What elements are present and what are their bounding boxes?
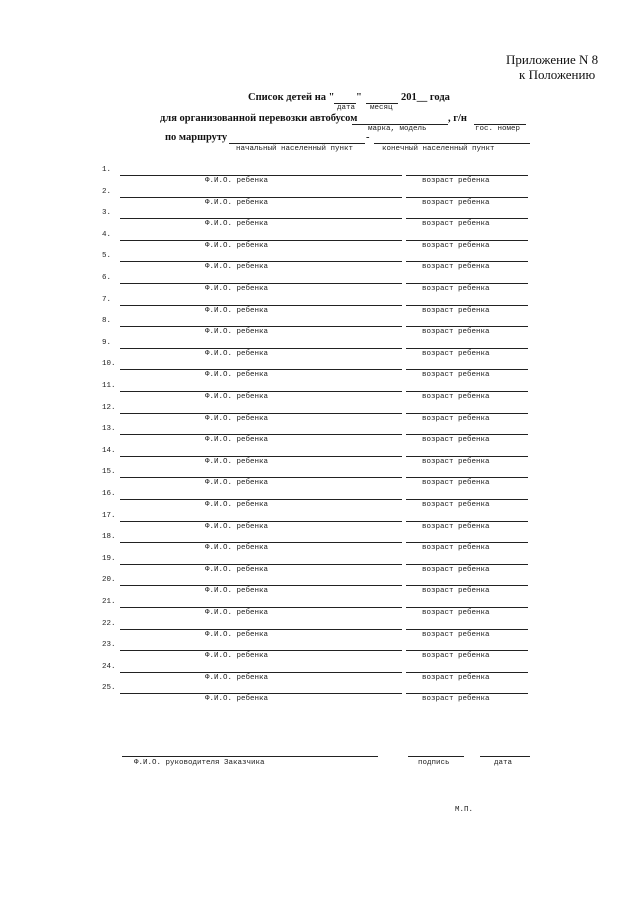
child-name-field-line[interactable] [120,434,402,435]
row-number: 24. [102,663,116,671]
child-age-field-line[interactable] [406,261,528,262]
child-age-field-line[interactable] [406,434,528,435]
child-name-field-line[interactable] [120,521,402,522]
child-age-caption: возраст ребенка [422,674,490,682]
child-age-caption: возраст ребенка [422,242,490,250]
child-age-caption: возраст ребенка [422,458,490,466]
child-name-caption: Ф.И.О. ребенка [205,544,269,552]
end-point-field-line[interactable] [374,143,530,144]
month-caption: месяц [370,104,393,112]
child-age-field-line[interactable] [406,348,528,349]
child-name-field-line[interactable] [120,240,402,241]
child-name-caption: Ф.И.О. ребенка [205,609,269,617]
child-name-field-line[interactable] [120,629,402,630]
child-name-caption: Ф.И.О. ребенка [205,695,269,703]
child-age-caption: возраст ребенка [422,328,490,336]
row-number: 13. [102,425,116,433]
child-age-field-line[interactable] [406,629,528,630]
row-number: 16. [102,490,116,498]
child-age-field-line[interactable] [406,305,528,306]
stamp-place: М.П. [455,806,474,814]
child-age-caption: возраст ребенка [422,544,490,552]
child-name-field-line[interactable] [120,261,402,262]
leader-caption: Ф.И.О. руководителя Заказчика [134,759,265,767]
start-point-field-line[interactable] [229,143,365,144]
child-name-caption: Ф.И.О. ребенка [205,436,269,444]
child-age-field-line[interactable] [406,283,528,284]
row-number: 10. [102,360,116,368]
child-age-field-line[interactable] [406,542,528,543]
child-age-caption: возраст ребенка [422,199,490,207]
child-age-field-line[interactable] [406,197,528,198]
child-name-field-line[interactable] [120,607,402,608]
bus-model-caption: марка, модель [368,125,427,133]
row-number: 1. [102,166,112,174]
route-text: по маршруту [165,132,228,143]
child-age-caption: возраст ребенка [422,436,490,444]
footer-date-line[interactable] [480,756,530,757]
child-name-caption: Ф.И.О. ребенка [205,328,269,336]
row-number: 15. [102,468,116,476]
row-number: 23. [102,641,116,649]
child-name-field-line[interactable] [120,348,402,349]
child-age-caption: возраст ребенка [422,652,490,660]
child-name-caption: Ф.И.О. ребенка [205,393,269,401]
child-age-caption: возраст ребенка [422,371,490,379]
child-name-field-line[interactable] [120,391,402,392]
child-age-caption: возраст ребенка [422,695,490,703]
child-age-caption: возраст ребенка [422,566,490,574]
child-age-caption: возраст ребенка [422,177,490,185]
row-number: 21. [102,598,116,606]
appendix-title: Приложение N 8 [506,52,599,67]
row-number: 14. [102,447,116,455]
row-number: 22. [102,620,116,628]
child-name-field-line[interactable] [120,542,402,543]
row-number: 7. [102,296,112,304]
child-name-field-line[interactable] [120,672,402,673]
row-number: 3. [102,209,112,217]
end-point-caption: конечный населенный пункт [382,145,495,153]
child-name-caption: Ф.И.О. ребенка [205,177,269,185]
child-age-caption: возраст ребенка [422,523,490,531]
title-year: 201__ года [401,92,450,103]
child-name-caption: Ф.И.О. ребенка [205,242,269,250]
child-age-caption: возраст ребенка [422,350,490,358]
child-name-caption: Ф.И.О. ребенка [205,587,269,595]
child-age-field-line[interactable] [406,650,528,651]
child-age-field-line[interactable] [406,369,528,370]
child-age-field-line[interactable] [406,499,528,500]
child-name-field-line[interactable] [120,499,402,500]
child-name-field-line[interactable] [120,650,402,651]
child-name-field-line[interactable] [120,305,402,306]
child-name-caption: Ф.И.О. ребенка [205,371,269,379]
child-name-caption: Ф.И.О. ребенка [205,501,269,509]
start-point-caption: начальный населенный пункт [236,145,354,153]
child-age-field-line[interactable] [406,693,528,694]
child-name-caption: Ф.И.О. ребенка [205,415,269,423]
child-age-field-line[interactable] [406,672,528,673]
child-age-field-line[interactable] [406,391,528,392]
title-quote: " [356,92,362,103]
child-age-field-line[interactable] [406,218,528,219]
child-age-field-line[interactable] [406,456,528,457]
child-name-field-line[interactable] [120,283,402,284]
child-age-field-line[interactable] [406,607,528,608]
row-number: 25. [102,684,116,692]
child-name-field-line[interactable] [120,413,402,414]
child-age-caption: возраст ребенка [422,263,490,271]
child-name-caption: Ф.И.О. ребенка [205,652,269,660]
child-name-caption: Ф.И.О. ребенка [205,350,269,358]
child-age-caption: возраст ребенка [422,587,490,595]
footer-date-caption: дата [494,759,513,767]
child-name-field-line[interactable] [120,197,402,198]
child-name-field-line[interactable] [120,326,402,327]
row-number: 6. [102,274,112,282]
child-name-caption: Ф.И.О. ребенка [205,458,269,466]
child-age-field-line[interactable] [406,564,528,565]
child-age-field-line[interactable] [406,240,528,241]
row-number: 18. [102,533,116,541]
child-name-caption: Ф.И.О. ребенка [205,199,269,207]
child-name-caption: Ф.И.О. ребенка [205,285,269,293]
child-age-caption: возраст ребенка [422,220,490,228]
child-name-field-line[interactable] [120,456,402,457]
row-number: 9. [102,339,112,347]
child-name-field-line[interactable] [120,477,402,478]
child-age-field-line[interactable] [406,413,528,414]
child-age-field-line[interactable] [406,477,528,478]
child-name-caption: Ф.И.О. ребенка [205,631,269,639]
child-name-caption: Ф.И.О. ребенка [205,220,269,228]
row-number: 11. [102,382,116,390]
child-name-caption: Ф.И.О. ребенка [205,263,269,271]
row-number: 5. [102,252,112,260]
child-name-caption: Ф.И.О. ребенка [205,479,269,487]
child-age-caption: возраст ребенка [422,415,490,423]
child-age-field-line[interactable] [406,326,528,327]
route-dash: - [366,132,370,143]
list-title: Список детей на " [248,92,335,103]
child-name-field-line[interactable] [120,585,402,586]
child-age-caption: возраст ребенка [422,631,490,639]
child-name-field-line[interactable] [120,218,402,219]
child-name-caption: Ф.И.О. ребенка [205,523,269,531]
signature-line[interactable] [408,756,464,757]
row-number: 19. [102,555,116,563]
child-name-field-line[interactable] [120,564,402,565]
child-name-field-line[interactable] [120,369,402,370]
bus-plate-caption: гос. номер [475,125,521,133]
leader-name-line[interactable] [122,756,378,757]
date-caption: дата [337,104,356,112]
child-name-caption: Ф.И.О. ребенка [205,307,269,315]
appendix-subtitle: к Положению [519,67,596,82]
signature-caption: подпись [418,759,450,767]
row-number: 17. [102,512,116,520]
row-number: 8. [102,317,112,325]
transport-text: для организованной перевозки автобусом [160,113,358,124]
row-number: 12. [102,404,116,412]
child-age-caption: возраст ребенка [422,479,490,487]
child-name-caption: Ф.И.О. ребенка [205,566,269,574]
row-number: 4. [102,231,112,239]
child-age-caption: возраст ребенка [422,393,490,401]
row-number: 2. [102,188,112,196]
plate-prefix: , г/н [448,113,467,124]
row-number: 20. [102,576,116,584]
child-age-caption: возраст ребенка [422,501,490,509]
child-name-field-line[interactable] [120,693,402,694]
child-age-caption: возраст ребенка [422,609,490,617]
child-age-caption: возраст ребенка [422,307,490,315]
child-age-field-line[interactable] [406,521,528,522]
child-age-field-line[interactable] [406,175,528,176]
child-name-field-line[interactable] [120,175,402,176]
child-name-caption: Ф.И.О. ребенка [205,674,269,682]
child-age-field-line[interactable] [406,585,528,586]
child-age-caption: возраст ребенка [422,285,490,293]
